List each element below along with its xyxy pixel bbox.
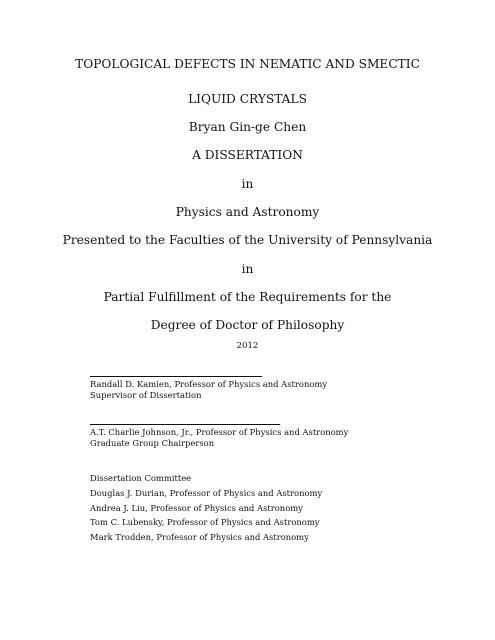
committee-member: Andrea J. Liu, Professor of Physics and Astronomy <box>90 503 303 513</box>
supervisor-role: Supervisor of Dissertation <box>90 390 202 400</box>
chair-role: Graduate Group Chairperson <box>90 438 215 448</box>
in-text-1: in <box>241 177 254 191</box>
document-type: A DISSERTATION <box>192 148 303 162</box>
degree-text: Degree of Doctor of Philosophy <box>150 318 345 332</box>
chair-name: A.T. Charlie Johnson, Jr., Professor of Physics and Astronomy <box>90 427 349 437</box>
in-text-2: in <box>241 262 254 276</box>
committee-member: Douglas J. Durian, Professor of Physics and Astronomy <box>90 488 323 498</box>
presented-to: Presented to the Faculties of the University of Pennsylvania <box>62 233 433 247</box>
supervisor-name: Randall D. Kamien, Professor of Physics and Astronomy <box>90 379 328 389</box>
author-name: Bryan Gin-ge Chen <box>188 120 307 134</box>
title-line-1: TOPOLOGICAL DEFECTS IN NEMATIC AND SMECTIC <box>75 57 420 71</box>
chair-signature-line <box>90 424 280 425</box>
supervisor-signature-line <box>90 376 262 377</box>
committee-member: Mark Trodden, Professor of Physics and Astronomy <box>90 532 309 542</box>
committee-member: Tom C. Lubensky, Professor of Physics and Astronomy <box>90 517 320 527</box>
field-of-study: Physics and Astronomy <box>175 205 320 219</box>
committee-heading: Dissertation Committee <box>90 473 192 483</box>
fulfillment-text: Partial Fulfillment of the Requirements for the <box>103 290 392 304</box>
year: 2012 <box>236 341 259 351</box>
title-line-2: LIQUID CRYSTALS <box>188 92 307 106</box>
